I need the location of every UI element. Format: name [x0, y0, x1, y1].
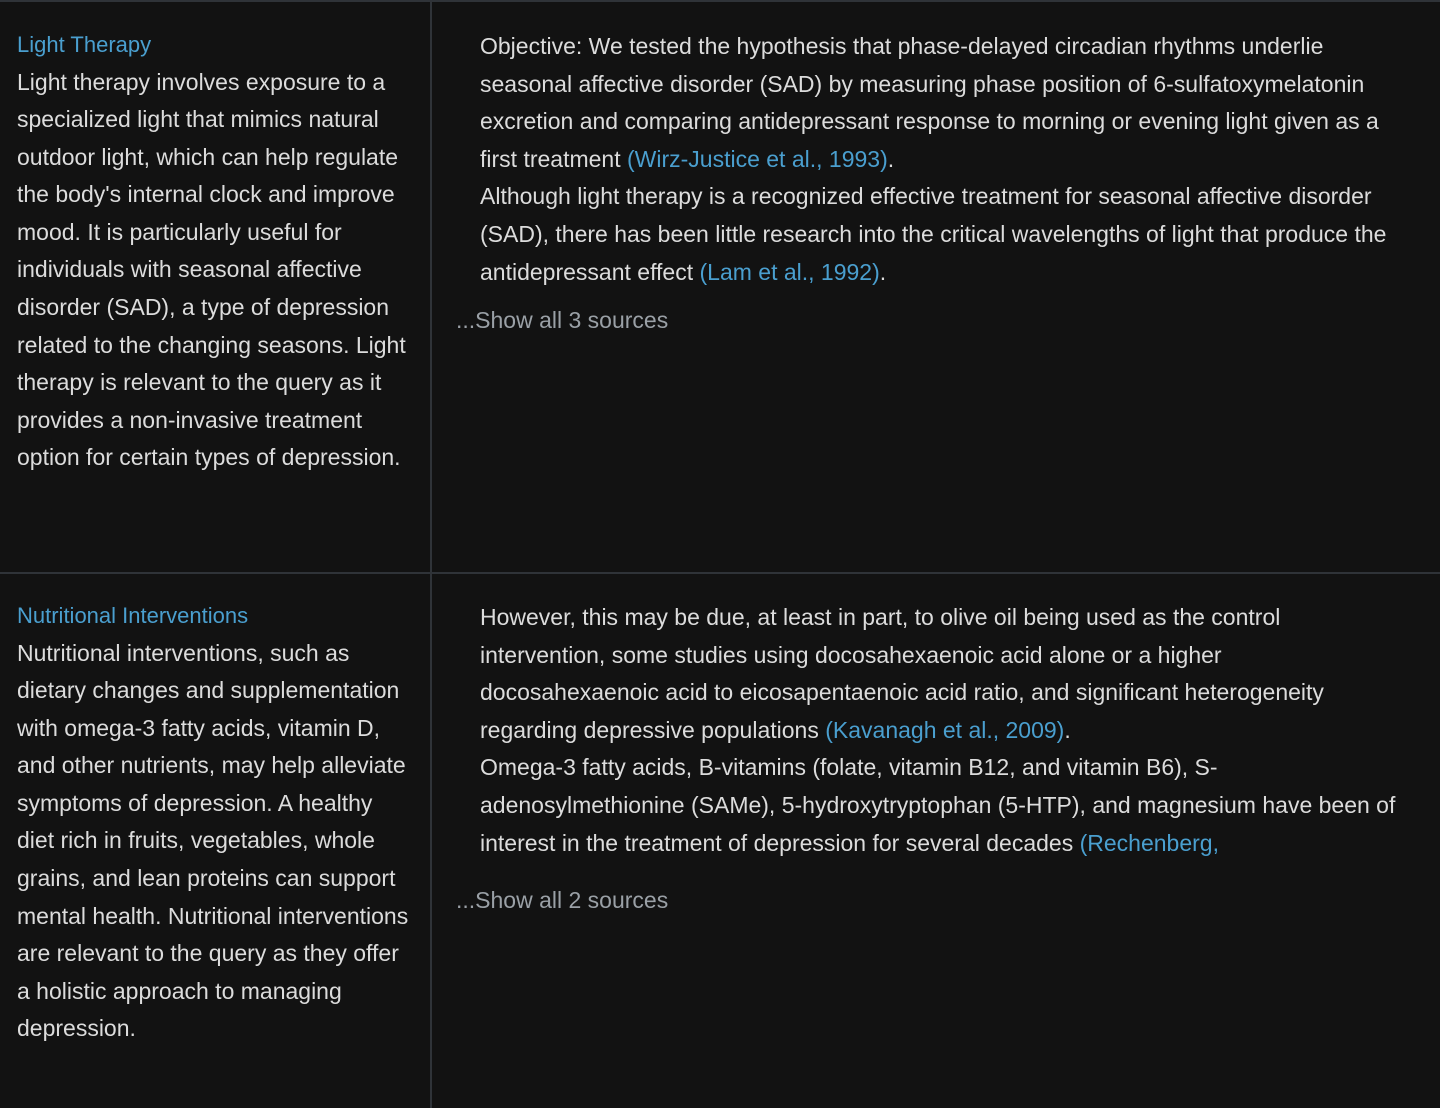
quote-text: However, this may be due, at least in part, to olive oil being used as the control intervention, some studies using docosahexaenoic acid alone or a higher docosahexaenoic acid to eicosapentaenoic acid ratio, and significant heterogeneity regarding depressive populations: [480, 604, 1324, 743]
topic-cell: [0, 574, 432, 1108]
quote-list: [456, 28, 1420, 291]
quote-punctuation: .: [1064, 716, 1071, 743]
citation-link[interactable]: (Kavanagh et al., 2009): [825, 716, 1065, 743]
sources-cell: [432, 2, 1440, 572]
show-all-sources-button[interactable]: ...Show all 2 sources: [456, 887, 669, 914]
citation-link[interactable]: (Wirz-Justice et al., 1993): [626, 145, 888, 172]
table-row: [0, 2, 1440, 574]
sources-cell: [432, 574, 1440, 1108]
topic-description: Light therapy involves exposure to a specialized light that mimics natural outdoor light, which can help regulate the body's internal clock and improve mood. It is particularly useful for individuals with seasonal affective disorder (SAD), a type of depression related to the changing seasons. Light therapy is relevant to the query as it provides a non-invasive treatment option for certain types of depression.: [17, 68, 406, 471]
quote-punctuation: .: [887, 145, 895, 172]
quote-text: Omega-3 fatty acids, B-vitamins (folate, vitamin B12, and vitamin B6), S-adenosylmethionine (SAMe), 5-hydroxytryptophan (5-HTP), and magnesium have been of interest in the treatment of depression for several decades: [480, 754, 1396, 856]
topic-title[interactable]: Light Therapy: [17, 32, 152, 57]
quote-list: [456, 599, 1420, 862]
quote-text: Although light therapy is a recognized effective treatment for seasonal affective disorder (SAD), there has been little research into the critical wavelengths of light that produce the antidepressant effect: [480, 183, 1387, 285]
topic-description: Nutritional interventions, such as dietary changes and supplementation with omega-3 fatty acids, vitamin D, and other nutrients, may help alleviate symptoms of depression. A healthy diet rich in fruits, vegetables, whole grains, and lean proteins can support mental health. Nutritional interventions are relevant to the query as they offer a holistic approach to managing depression.: [17, 639, 409, 1042]
quote-item: [480, 28, 1406, 178]
citation-link[interactable]: (Rechenberg,: [1079, 829, 1219, 856]
show-all-sources-button[interactable]: ...Show all 3 sources: [456, 307, 669, 334]
quote-item: [480, 178, 1406, 291]
quote-text: Objective: We tested the hypothesis that phase-delayed circadian rhythms underlie seasonal affective disorder (SAD) by measuring phase position of 6-sulfatoxymelatonin excretion and comparing antidepressant response to morning or evening light given as a first treatment: [480, 33, 1379, 172]
table-row: [0, 574, 1440, 1108]
quote-item: [480, 599, 1406, 749]
quote-item: [480, 749, 1406, 862]
quote-punctuation: .: [879, 258, 887, 285]
topic-cell: [0, 2, 432, 572]
citation-link[interactable]: (Lam et al., 1992): [699, 258, 880, 285]
topic-title[interactable]: Nutritional Interventions: [17, 603, 249, 628]
